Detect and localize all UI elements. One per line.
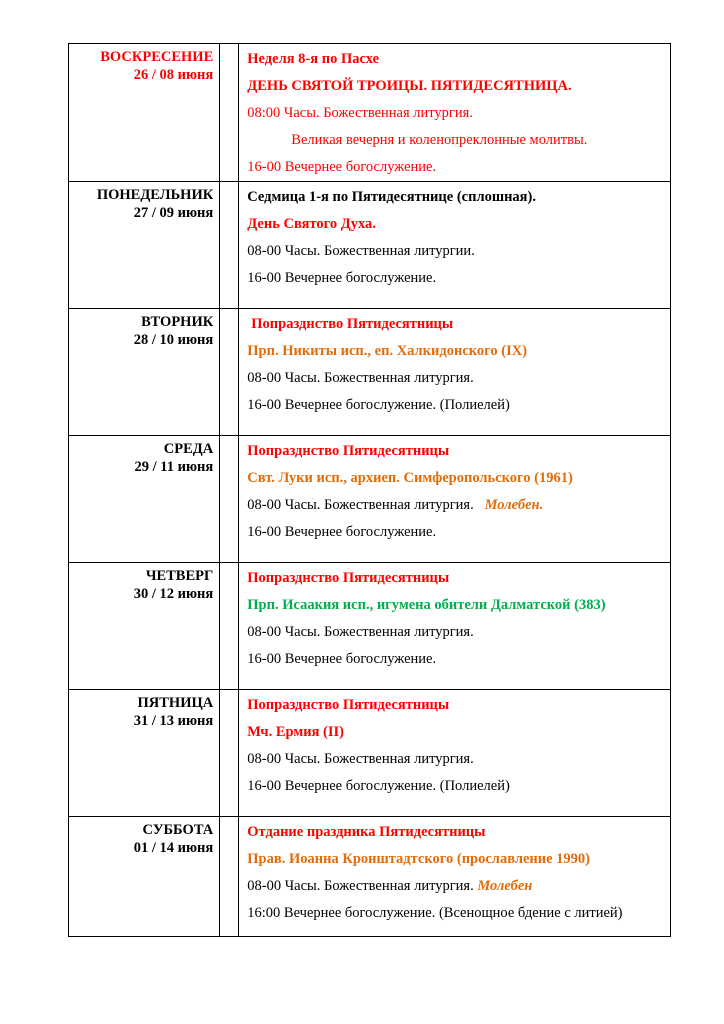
day-cell: [69, 817, 220, 937]
service-text: 08-00 Часы. Божественная литургия.: [247, 497, 474, 513]
day-name: ВТОРНИК: [141, 314, 214, 330]
schedule-table: [68, 43, 671, 937]
day-name: СРЕДА: [163, 441, 214, 457]
service-line: 16-00 Вечернее богослужение.: [247, 159, 437, 175]
day-row-thursday: [69, 563, 671, 690]
spacer-cell: [220, 182, 239, 309]
service-line: 16:00 Вечернее богослужение. (Всенощное бдение с литией): [247, 905, 623, 921]
service-line: 16-00 Вечернее богослужение. (Полиелей): [247, 778, 510, 794]
spacer-cell: [220, 690, 239, 817]
day-cell: [69, 309, 220, 436]
day-row-wednesday: [69, 436, 671, 563]
service-line: [247, 492, 670, 519]
services-cell: [239, 309, 671, 436]
feast-title: Попразднство Пятидесятницы: [247, 570, 450, 586]
week-title: Неделя 8-я по Пасхе: [247, 51, 380, 67]
feast-title: Попразднство Пятидесятницы: [251, 316, 454, 332]
day-date: 30 / 12 июня: [133, 586, 214, 602]
day-date: 31 / 13 июня: [133, 713, 214, 729]
day-row-monday: [69, 182, 671, 309]
saint-title: Прав. Иоанна Кронштадтского (прославление 1990): [247, 851, 590, 867]
day-name: ПЯТНИЦА: [137, 695, 214, 711]
service-line: 16-00 Вечернее богослужение.: [247, 524, 437, 540]
day-date: 26 / 08 июня: [133, 67, 214, 83]
moleben-note: Молебен.: [484, 497, 544, 513]
feast-title: Отдание праздника Пятидесятницы: [247, 824, 486, 840]
week-title: Седмица 1-я по Пятидесятнице (сплошная).: [247, 189, 536, 205]
day-name: ЧЕТВЕРГ: [145, 568, 214, 584]
services-cell: [239, 690, 671, 817]
day-row-friday: [69, 690, 671, 817]
feast-title: Попразднство Пятидесятницы: [247, 443, 450, 459]
spacer-cell: [220, 44, 239, 182]
day-date: 29 / 11 июня: [134, 459, 214, 475]
services-cell: [239, 44, 671, 182]
moleben-note: Молебен: [477, 878, 533, 894]
services-cell: [239, 436, 671, 563]
day-date: 27 / 09 июня: [133, 205, 214, 221]
service-text: 08-00 Часы. Божественная литургия.: [247, 878, 474, 894]
feast-title: День Святого Духа.: [247, 216, 376, 232]
day-date: 01 / 14 июня: [133, 840, 214, 856]
day-cell: [69, 182, 220, 309]
day-row-sunday: [69, 44, 671, 182]
day-cell: [69, 436, 220, 563]
day-row-tuesday: [69, 309, 671, 436]
service-line: 08-00 Часы. Божественная литургия.: [247, 624, 474, 640]
day-date: 28 / 10 июня: [133, 332, 214, 348]
service-line: 16-00 Вечернее богослужение.: [247, 270, 437, 286]
service-line: 16-00 Вечернее богослужение.: [247, 651, 437, 667]
service-line: 08:00 Часы. Божественная литургия.: [247, 105, 473, 121]
service-line: 16-00 Вечернее богослужение. (Полиелей): [247, 397, 510, 413]
service-line: [247, 873, 670, 900]
services-cell: [239, 817, 671, 937]
services-cell: [239, 182, 671, 309]
service-line: 08-00 Часы. Божественная литургия.: [247, 370, 474, 386]
spacer-cell: [220, 309, 239, 436]
day-cell: [69, 563, 220, 690]
day-row-saturday: [69, 817, 671, 937]
feast-title: Попразднство Пятидесятницы: [247, 697, 450, 713]
day-name: СУББОТА: [142, 822, 214, 838]
saint-title: Свт. Луки исп., архиеп. Симферопольского (1961): [247, 470, 573, 486]
day-cell: [69, 44, 220, 182]
spacer-cell: [220, 563, 239, 690]
spacer-cell: [220, 436, 239, 563]
day-name: ПОНЕДЕЛЬНИК: [96, 187, 214, 203]
saint-title: Прп. Никиты исп., еп. Халкидонского (IX): [247, 343, 528, 359]
service-line: 08-00 Часы. Божественная литургии.: [247, 243, 475, 259]
day-cell: [69, 690, 220, 817]
saint-title: Прп. Исаакия исп., игумена обители Далматской (383): [247, 597, 606, 613]
feast-title: ДЕНЬ СВЯТОЙ ТРОИЦЫ. ПЯТИДЕСЯТНИЦА.: [247, 78, 572, 94]
spacer-cell: [220, 817, 239, 937]
service-line: 08-00 Часы. Божественная литургия.: [247, 751, 474, 767]
saint-title: Мч. Ермия (II): [247, 724, 345, 740]
day-name: ВОСКРЕСЕНИЕ: [100, 49, 214, 65]
services-cell: [239, 563, 671, 690]
service-line: Великая вечерня и коленопреклонные молитвы.: [291, 132, 588, 148]
